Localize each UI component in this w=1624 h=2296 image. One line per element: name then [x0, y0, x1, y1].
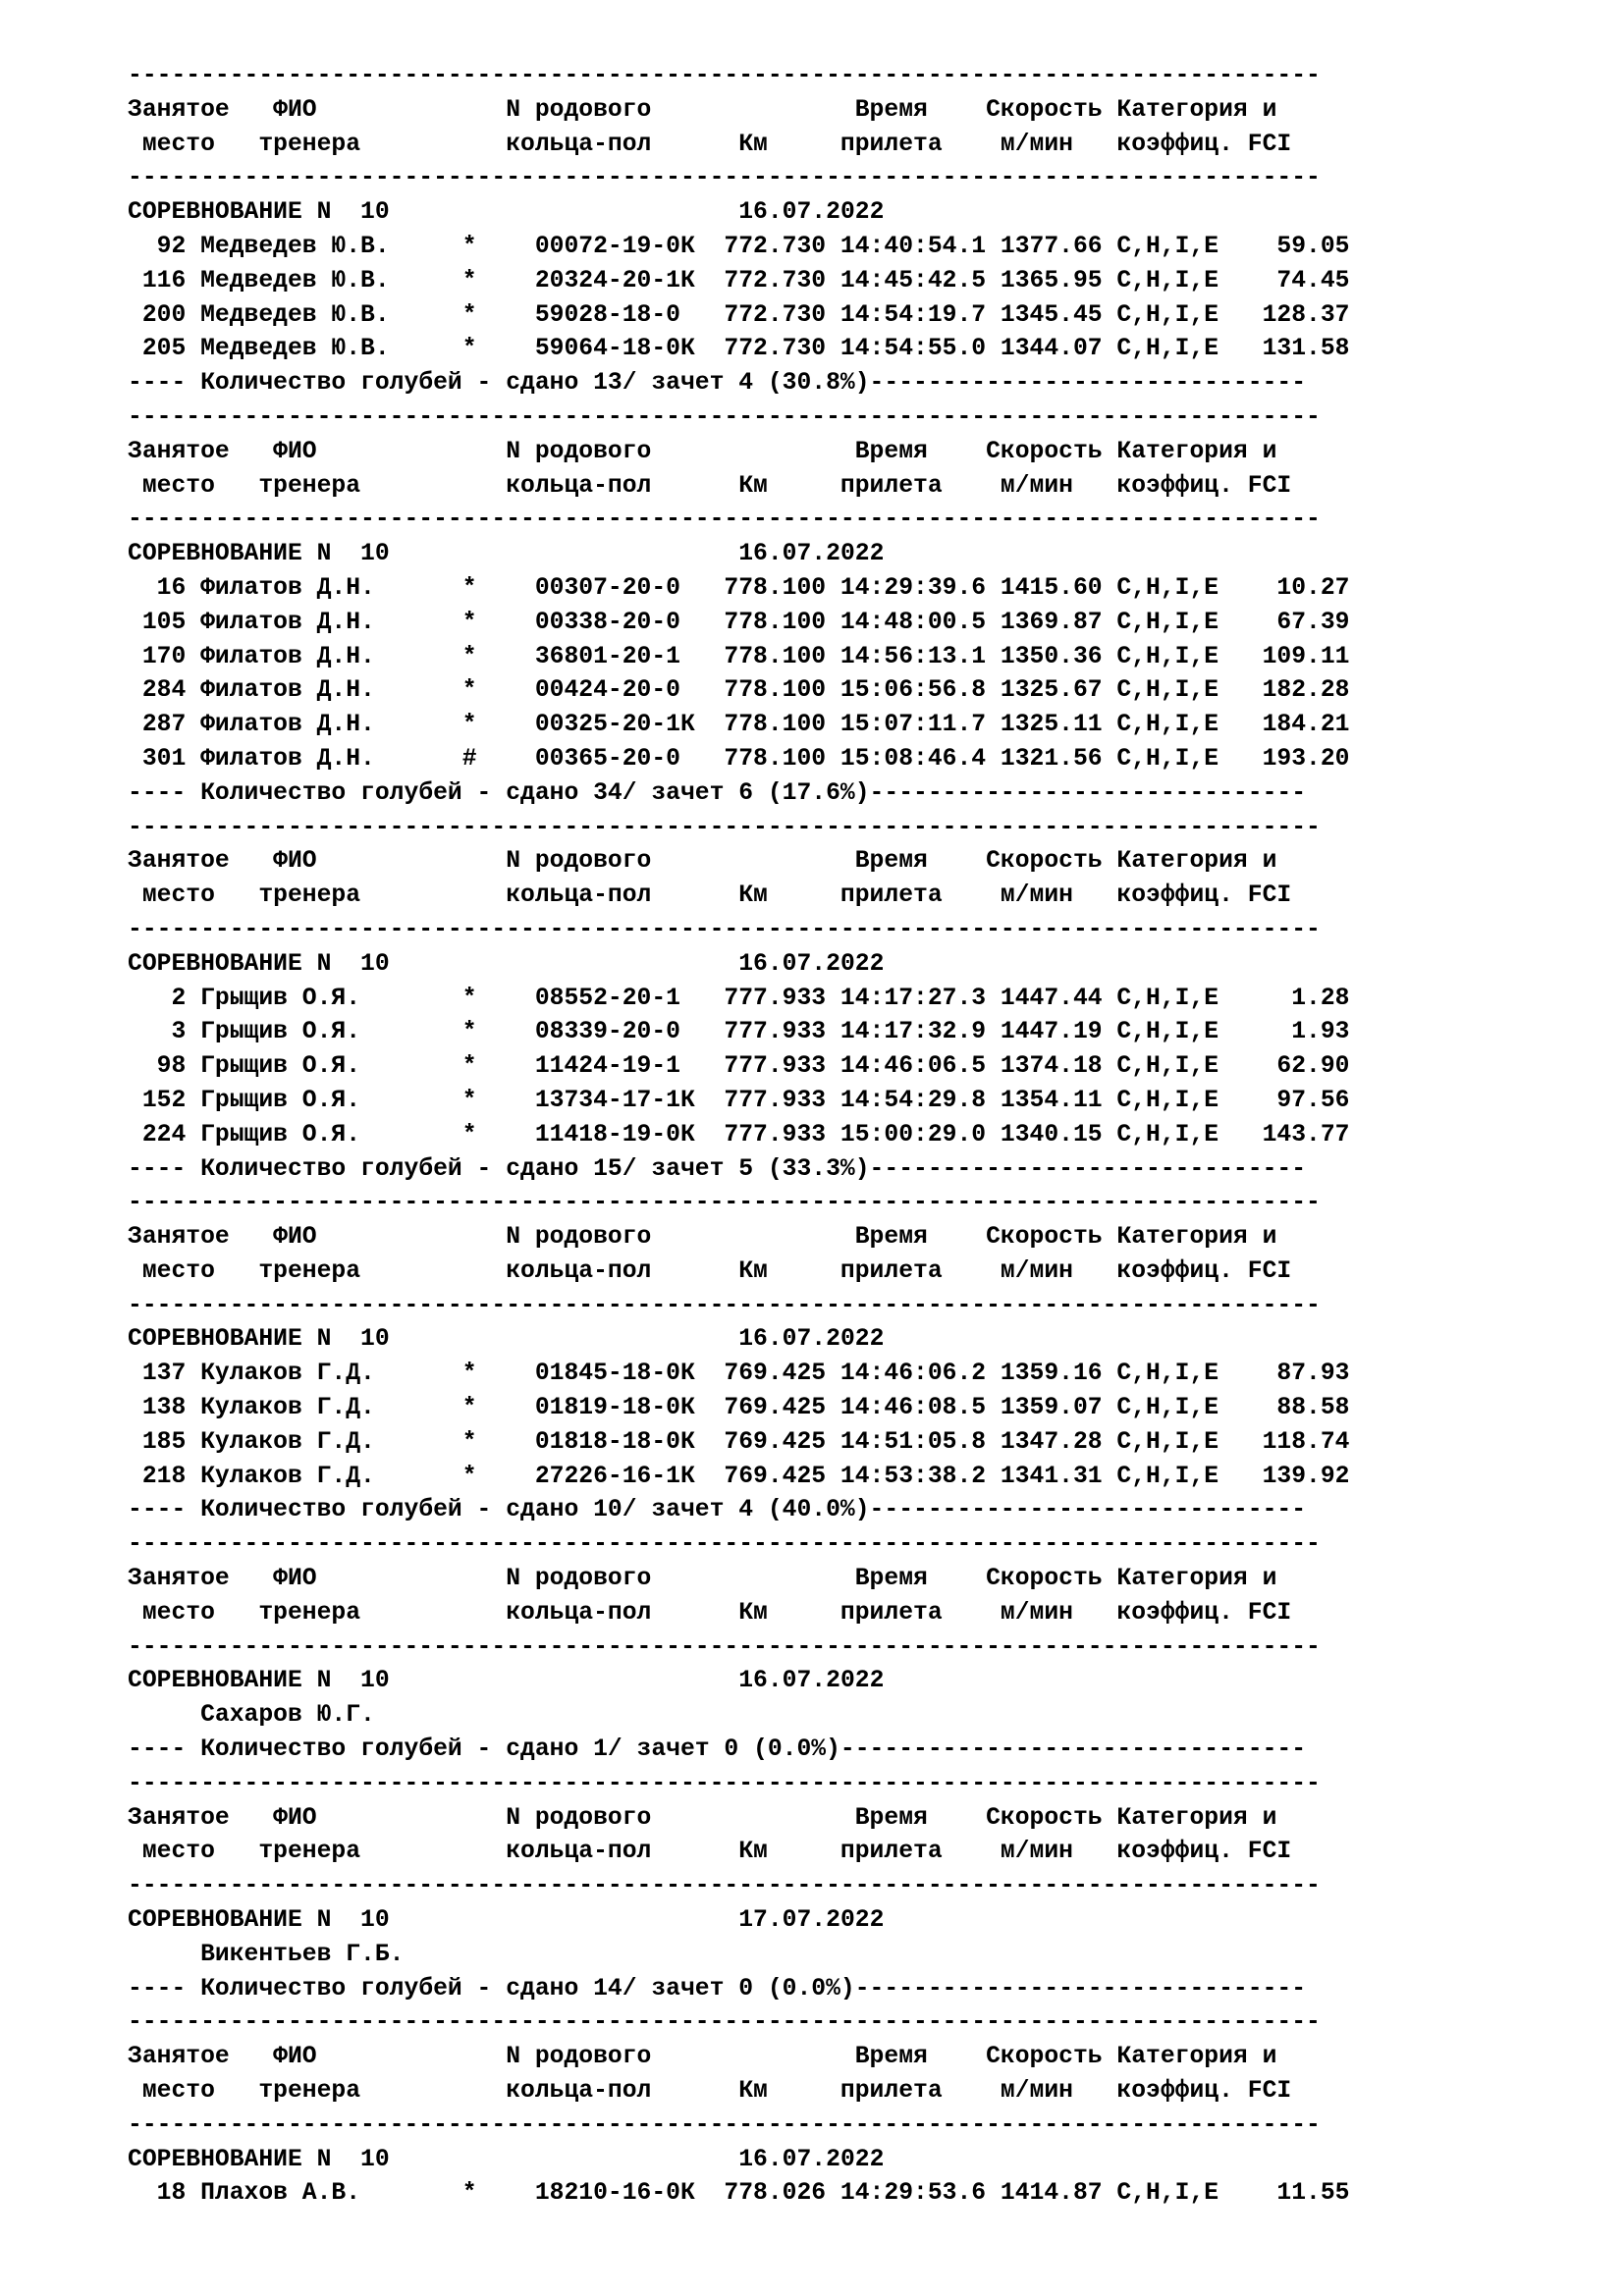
competition-line — [128, 1664, 1600, 1698]
separator-line: ---------------------------------------------------------------------------------- — [128, 1189, 1321, 1217]
competition-line — [128, 947, 1600, 982]
result-row: 2 Грыщив О.Я. * 08552-20-1 777.933 14:17:27.3 1447.44 C,H,I,E 1.28 — [128, 984, 1350, 1012]
result-row: 301 Филатов Д.Н. # 00365-20-0 778.100 15:08:46.4 1321.56 C,H,I,E 193.20 — [128, 744, 1350, 773]
separator-line: ---------------------------------------------------------------------------------- — [128, 813, 1321, 841]
column-header-line-2: место тренера кольца-пол Км прилета м/мин коэффиц. FCI — [128, 1256, 1292, 1285]
competition-line — [128, 537, 1600, 571]
result-row: 92 Медведев Ю.В. * 00072-19-0К 772.730 14:40:54.1 1377.66 C,H,I,E 59.05 — [128, 232, 1350, 260]
column-header-line-2: место тренера кольца-пол Км прилета м/мин коэффиц. FCI — [128, 130, 1292, 158]
result-row: 284 Филатов Д.Н. * 00424-20-0 778.100 15:06:56.8 1325.67 C,H,I,E 182.28 — [128, 676, 1350, 705]
result-row: 224 Грыщив О.Я. * 11418-19-0К 777.933 15:00:29.0 1340.15 C,H,I,E 143.77 — [128, 1120, 1350, 1148]
block-summary: ---- Количество голубей - сдано 1/ зачет 0 (0.0%)-------------------------------- — [128, 1735, 1307, 1764]
result-row: 185 Кулаков Г.Д. * 01818-18-0К 769.425 14:51:05.8 1347.28 C,H,I,E 118.74 — [128, 1427, 1350, 1456]
result-row: 98 Грыщив О.Я. * 11424-19-1 777.933 14:46:06.5 1374.18 C,H,I,E 62.90 — [128, 1052, 1350, 1081]
competition-label: СОРЕВНОВАНИЕ N 10 — [128, 1906, 739, 1935]
competition-line — [128, 1903, 1600, 1938]
separator-line: ---------------------------------------------------------------------------------- — [128, 1291, 1321, 1319]
column-header-line-1: Занятое ФИО N родового Время Скорость Категория и — [128, 1565, 1277, 1593]
column-header-line-2: место тренера кольца-пол Км прилета м/мин коэффиц. FCI — [128, 471, 1292, 500]
competition-date: 16.07.2022 — [738, 1325, 885, 1354]
separator-line: ---------------------------------------------------------------------------------- — [128, 1530, 1321, 1559]
competition-label: СОРЕВНОВАНИЕ N 10 — [128, 1667, 739, 1695]
competition-date: 17.07.2022 — [738, 1906, 885, 1935]
block-summary: ---- Количество голубей - сдано 34/ зачет 6 (17.6%)------------------------------ — [128, 778, 1307, 807]
result-row: 137 Кулаков Г.Д. * 01845-18-0К 769.425 14:46:06.2 1359.16 C,H,I,E 87.93 — [128, 1360, 1350, 1388]
competition-label: СОРЕВНОВАНИЕ N 10 — [128, 2145, 739, 2173]
column-header-line-1: Занятое ФИО N родового Время Скорость Категория и — [128, 847, 1277, 876]
result-row: 116 Медведев Ю.В. * 20324-20-1К 772.730 14:45:42.5 1365.95 C,H,I,E 74.45 — [128, 266, 1350, 294]
separator-line: ---------------------------------------------------------------------------------- — [128, 915, 1321, 943]
competition-line — [128, 1322, 1600, 1357]
separator-line: ---------------------------------------------------------------------------------- — [128, 402, 1321, 431]
competition-label: СОРЕВНОВАНИЕ N 10 — [128, 198, 739, 227]
result-row: 218 Кулаков Г.Д. * 27226-16-1К 769.425 14:53:38.2 1341.31 C,H,I,E 139.92 — [128, 1462, 1350, 1490]
result-row: 18 Плахов А.В. * 18210-16-0К 778.026 14:29:53.6 1414.87 C,H,I,E 11.55 — [128, 2179, 1350, 2208]
separator-line: ---------------------------------------------------------------------------------- — [128, 1632, 1321, 1661]
competition-line — [128, 195, 1600, 230]
separator-line: ---------------------------------------------------------------------------------- — [128, 1769, 1321, 1797]
block-summary: ---- Количество голубей - сдано 15/ зачет 5 (33.3%)------------------------------ — [128, 1154, 1307, 1183]
separator-line: ---------------------------------------------------------------------------------- — [128, 506, 1321, 534]
result-row: 105 Филатов Д.Н. * 00338-20-0 778.100 14:48:00.5 1369.87 C,H,I,E 67.39 — [128, 608, 1350, 636]
column-header-line-1: Занятое ФИО N родового Время Скорость Категория и — [128, 437, 1277, 465]
competition-label: СОРЕВНОВАНИЕ N 10 — [128, 949, 739, 978]
column-header-line-1: Занятое ФИО N родового Время Скорость Категория и — [128, 95, 1277, 124]
result-row: 3 Грыщив О.Я. * 08339-20-0 777.933 14:17:32.9 1447.19 C,H,I,E 1.93 — [128, 1018, 1350, 1046]
competition-date: 16.07.2022 — [738, 198, 885, 227]
column-header-line-1: Занятое ФИО N родового Время Скорость Категория и — [128, 2043, 1277, 2071]
block-summary: ---- Количество голубей - сдано 13/ зачет 4 (30.8%)------------------------------ — [128, 369, 1307, 398]
column-header-line-2: место тренера кольца-пол Км прилета м/мин коэффиц. FCI — [128, 2077, 1292, 2106]
result-row: 138 Кулаков Г.Д. * 01819-18-0К 769.425 14:46:08.5 1359.07 C,H,I,E 88.58 — [128, 1394, 1350, 1422]
result-row: 16 Филатов Д.Н. * 00307-20-0 778.100 14:29:39.6 1415.60 C,H,I,E 10.27 — [128, 573, 1350, 602]
column-header-line-2: место тренера кольца-пол Км прилета м/мин коэффиц. FCI — [128, 1838, 1292, 1866]
competition-line — [128, 2143, 1600, 2177]
column-header-line-2: место тренера кольца-пол Км прилета м/мин коэффиц. FCI — [128, 881, 1292, 910]
column-header-line-1: Занятое ФИО N родового Время Скорость Категория и — [128, 1803, 1277, 1832]
fancier-name: Сахаров Ю.Г. — [128, 1701, 375, 1730]
block-summary: ---- Количество голубей - сдано 10/ зачет 4 (40.0%)------------------------------ — [128, 1496, 1307, 1524]
competition-label: СОРЕВНОВАНИЕ N 10 — [128, 1325, 739, 1354]
separator-line: ---------------------------------------------------------------------------------- — [128, 2110, 1321, 2139]
competition-date: 16.07.2022 — [738, 949, 885, 978]
competition-label: СОРЕВНОВАНИЕ N 10 — [128, 540, 739, 568]
column-header-line-2: место тренера кольца-пол Км прилета м/мин коэффиц. FCI — [128, 1598, 1292, 1627]
result-row: 170 Филатов Д.Н. * 36801-20-1 778.100 14:56:13.1 1350.36 C,H,I,E 109.11 — [128, 642, 1350, 670]
competition-date: 16.07.2022 — [738, 2145, 885, 2173]
fancier-name: Викентьев Г.Б. — [128, 1940, 405, 1968]
separator-line: ---------------------------------------------------------------------------------- — [128, 2008, 1321, 2037]
block-summary: ---- Количество голубей - сдано 14/ зачет 0 (0.0%)------------------------------- — [128, 1974, 1307, 2002]
column-header-line-1: Занятое ФИО N родового Время Скорость Категория и — [128, 1223, 1277, 1252]
result-row: 287 Филатов Д.Н. * 00325-20-1К 778.100 15:07:11.7 1325.11 C,H,I,E 184.21 — [128, 711, 1350, 739]
competition-date: 16.07.2022 — [738, 540, 885, 568]
separator-line: ---------------------------------------------------------------------------------- — [128, 164, 1321, 192]
result-row: 200 Медведев Ю.В. * 59028-18-0 772.730 14:54:19.7 1345.45 C,H,I,E 128.37 — [128, 300, 1350, 329]
result-row: 152 Грыщив О.Я. * 13734-17-1К 777.933 14:54:29.8 1354.11 C,H,I,E 97.56 — [128, 1086, 1350, 1114]
separator-line: ---------------------------------------------------------------------------------- — [128, 1872, 1321, 1900]
results-report — [128, 59, 1600, 2211]
competition-date: 16.07.2022 — [738, 1667, 885, 1695]
result-row: 205 Медведев Ю.В. * 59064-18-0К 772.730 14:54:55.0 1344.07 C,H,I,E 131.58 — [128, 335, 1350, 363]
separator-line: ---------------------------------------------------------------------------------- — [128, 62, 1321, 89]
